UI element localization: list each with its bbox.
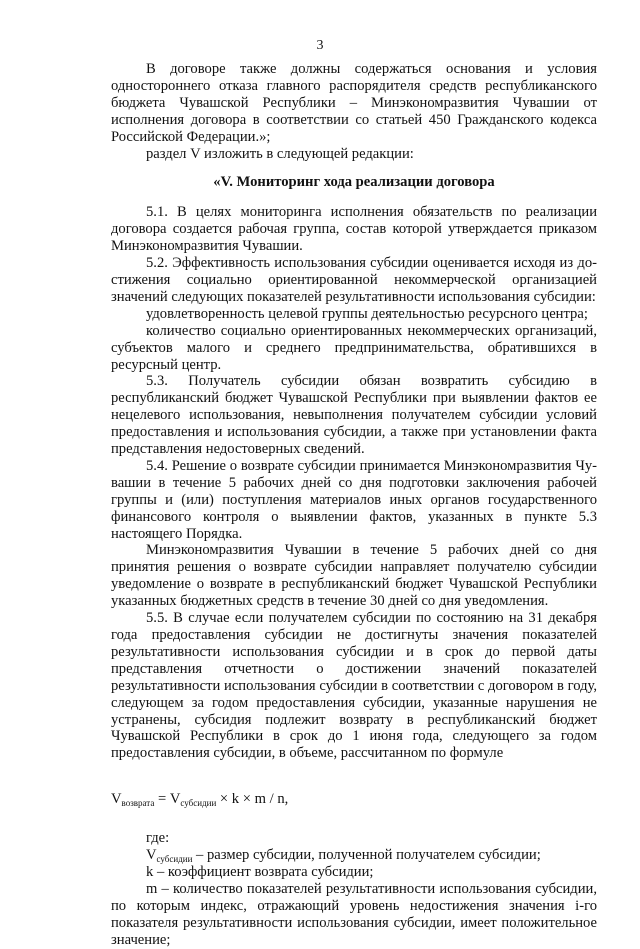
formula-sub-return: возврата bbox=[121, 798, 155, 809]
indicator-item: удовлетворенность целевой группы деятельностью ресурсного центра; bbox=[146, 305, 588, 322]
paragraph-5-2: 5.2. Эффективность использования субсидии оценивается исходя из достижения социально ориентированной некоммерческой организацией значений следующих показателей результативности использования субсидии: bbox=[111, 255, 597, 305]
formula-rest: × k × m / n, bbox=[216, 791, 289, 808]
definition-m: m – количество показателей результативности использования субсидии, по которым индекс, отражающий уровень недостижения значения i-го показателя результативности использования субсидии, имеет положительное значение; bbox=[111, 880, 597, 948]
return-formula bbox=[111, 791, 597, 808]
paragraph-5-5: 5.5. В случае если получателем субсидии по состоянию на 31 декабря года предоставления субсидии не достигнуты значения показателей результативности использования субсидии и в срок до первой даты представления отчетности о достижении значений показателей результативности использования субсидии в соответствии с договором в году, следующем за годом предоставления субсидии, указанные нарушения не устранены, субсидия подлежит возврату в республиканский бюджет Чувашской Республики в срок до 1 июня года, следующего за годом предоставления субсидии, в объеме, рассчитанном по формуле bbox=[111, 610, 597, 762]
definition-k: k – коэффициент возврата субсидии; bbox=[146, 863, 374, 880]
indicator-item: количество социально ориентированных некоммерческих организаций, субъектов малого и среднего предпринимательства, обратившихся в ресурсный центр. bbox=[111, 322, 597, 373]
def-v-text: – размер субсидии, полученной получателем субсидии; bbox=[192, 847, 541, 864]
formula-v: V bbox=[169, 791, 181, 808]
where-label: где: bbox=[146, 830, 170, 847]
def-v-symbol: V bbox=[146, 847, 157, 864]
paragraph: Минэкономразвития Чувашии в течение 5 рабочих дней со дня принятия решения о возврате субсидии направляет получателю субсидии уведомление о возврате в республиканский бюджет Чувашской Республики указанных бюджетных средств в течение 30 дней со дня уведомления. bbox=[111, 542, 597, 610]
formula-v: V bbox=[111, 791, 122, 808]
formula-eq: = bbox=[154, 791, 170, 808]
formula-sub-subsidy: субсидии bbox=[180, 798, 217, 809]
def-v-sub: субсидии bbox=[156, 854, 193, 865]
document-body bbox=[111, 61, 597, 949]
page-number: 3 bbox=[316, 38, 324, 53]
paragraph-5-3: 5.3. Получатель субсидии обязан возвратить субсидию в республиканский бюджет Чувашской Республики при выявлении фактов ее нецелевого использования, невыполнения получателем субсидии условий предоставления и использования субсидии, а также при установлении факта представления недостоверных сведений. bbox=[111, 373, 597, 458]
definition-v bbox=[111, 847, 597, 864]
paragraph-5-1: 5.1. В целях мониторинга исполнения обязательств по реализации договора создается рабочая группа, состав которой утверждается приказом Минэкономразвития Чувашии. bbox=[111, 204, 597, 255]
section-heading: «V. Мониторинг хода реализации договора bbox=[213, 174, 495, 191]
paragraph-5-4: 5.4. Решение о возврате субсидии принимается Минэкономразвития Чувашии в течение 5 рабочих дней со дня подготовки заключения рабочей группы и (или) поступления материалов иных органов государственного финансового контроля о выявлении фактов, указанных в пункте 5.3 настоящего Порядка. bbox=[111, 457, 597, 542]
paragraph: раздел V изложить в следующей редакции: bbox=[146, 145, 414, 162]
paragraph: В договоре также должны содержаться основания и условия одностороннего отказа главного распорядителя средств республиканского бюджета Чувашской Республики – Минэкономразвития Чувашии от исполнения договора в соответствии со статьей 450 Гражданского кодекса Российской Федерации.»; bbox=[111, 61, 597, 145]
